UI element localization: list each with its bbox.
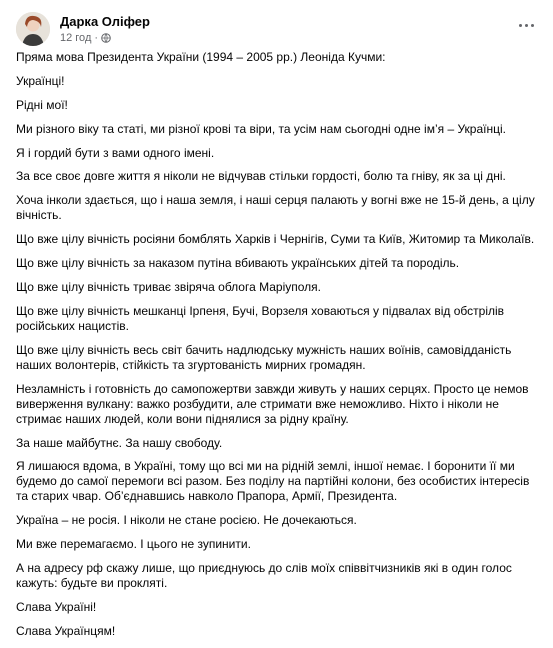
meta-separator: · [94,32,99,44]
post-paragraph: Рідні мої! [16,97,68,112]
post-paragraph: Що вже цілу вічність мешканці Ірпеня, Бучі, Ворзеля ховаються у підвалах від обстрілів російських нацистів. [16,303,505,333]
post-paragraph: Українці! [16,73,65,88]
post-paragraph: Слава Українцям! [16,623,116,638]
post-paragraph: Хоча інколи здається, що і наша земля, і наші серця палають у вогні вже не 15-й день, а цілу вічність. [16,193,535,223]
post-paragraph: За наше майбутнє. За нашу свободу. [16,435,223,450]
post-paragraph: Ми вже перемагаємо. І цього не зупинити. [16,537,251,552]
post-paragraph: Я лишаюся вдома, в Україні, тому що всі ми на рідній землі, іншої немає. І боронити її ми будемо до самої перемоги всі разом. Без поділу на партійні колони, без особистих інтересів та старих чвар. Об’єднавшись навколо Прапора, Армії, Президента. [16,459,530,504]
post-header [16,12,539,44]
more-options-icon[interactable] [513,16,539,34]
globe-icon [101,33,111,43]
post-text [16,50,539,648]
post-paragraph: Що вже цілу вічність росіяни бомблять Харків і Чернігів, Суми та Київ, Житомир та Миколаїв. [16,232,535,247]
post-paragraph: Що вже цілу вічність весь світ бачить надлюдську мужність наших воїнів, самовідданість наших волонтерів, стійкість та згуртованість мирних громадян. [16,342,512,372]
post-meta [60,32,111,44]
post-paragraph: Незламність і готовність до самопожертви завжди живуть у наших серцях. Просто це немов виверження вулкану: важко розбудити, але стримати вже неможливо. Ніхто і ніколи не стримає наших людей, коли вони піднялися за рідну країну. [16,381,529,426]
post-paragraph: Слава Україні! [16,600,97,615]
author-name[interactable]: Дарка Оліфер [60,14,150,29]
post-paragraph: Що вже цілу вічність за наказом путіна вбивають українських дітей та породіль. [16,256,460,271]
post-paragraph: Україна – не росія. І ніколи не стане росією. Не дочекаються. [16,513,357,528]
post-paragraph: Ми різного віку та статі, ми різної крові та віри, та усім нам сьогодні одне ім’я – Українці. [16,121,506,136]
post-paragraph: За все своє довге життя я ніколи не відчував стільки гордості, болю та гніву, як за ці дні. [16,169,506,184]
post-time[interactable]: 12 год [60,32,92,44]
post-paragraph: А на адресу рф скажу лише, що приєднуюсь до слів моїх співвітчизників які в один голос кажуть: будьте ви прокляті. [16,561,512,591]
post-paragraph: Я і гордий бути з вами одного імені. [16,145,215,160]
post-paragraph: Що вже цілу вічність триває звіряча облога Маріуполя. [16,280,321,295]
post-paragraph: Пряма мова Президента України (1994 – 2005 рр.) Леоніда Кучми: [16,50,386,64]
avatar[interactable] [16,12,50,46]
